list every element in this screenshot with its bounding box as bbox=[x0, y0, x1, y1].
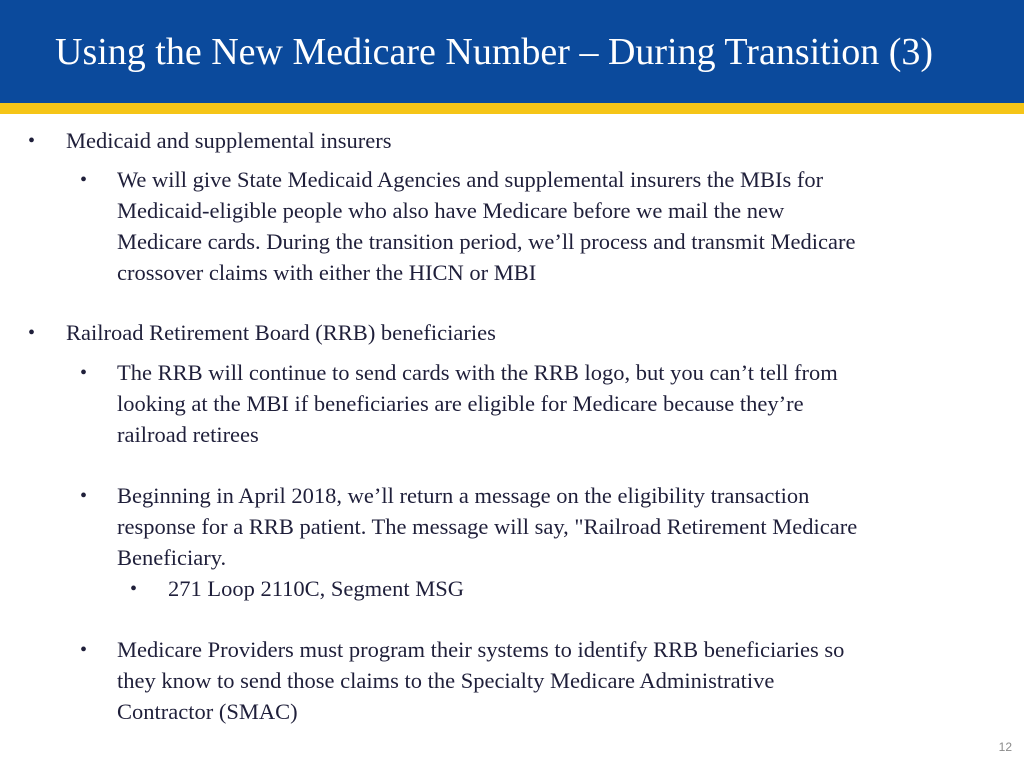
body-line: they know to send those claims to the Specialty Medicare Administrative bbox=[117, 668, 775, 693]
bullet-icon: • bbox=[130, 578, 138, 600]
bullet-icon: • bbox=[80, 639, 88, 661]
page-number: 12 bbox=[998, 740, 1012, 754]
body-line: We will give State Medicaid Agencies and supplemental insurers the MBIs for bbox=[117, 167, 824, 192]
section-heading-medicaid: Medicaid and supplemental insurers bbox=[66, 128, 392, 153]
sub-bullet-text: 271 Loop 2110C, Segment MSG bbox=[168, 576, 465, 601]
body-line: Beneficiary. bbox=[117, 545, 227, 570]
bullet-icon: • bbox=[80, 362, 88, 384]
bullet-icon: • bbox=[28, 130, 36, 152]
body-line: looking at the MBI if beneficiaries are eligible for Medicare because they’re bbox=[117, 391, 804, 416]
body-line: Contractor (SMAC) bbox=[117, 699, 298, 724]
body-line: railroad retirees bbox=[117, 422, 259, 447]
body-line: response for a RRB patient. The message will say, "Railroad Retirement Medicare bbox=[117, 514, 858, 539]
body-line: Medicare Providers must program their systems to identify RRB beneficiaries so bbox=[117, 637, 845, 662]
bullet-icon: • bbox=[80, 169, 88, 191]
body-line: Medicaid-eligible people who also have Medicare before we mail the new bbox=[117, 198, 785, 223]
body-line: Beginning in April 2018, we’ll return a message on the eligibility transaction bbox=[117, 483, 810, 508]
bullet-icon: • bbox=[28, 322, 36, 344]
bullet-icon: • bbox=[80, 485, 88, 507]
slide-title: Using the New Medicare Number – During Transition (3) bbox=[55, 31, 934, 73]
body-line: crossover claims with either the HICN or MBI bbox=[117, 260, 537, 285]
body-line: The RRB will continue to send cards with the RRB logo, but you can’t tell from bbox=[117, 360, 838, 385]
section-heading-rrb: Railroad Retirement Board (RRB) beneficiaries bbox=[66, 320, 496, 345]
body-line: Medicare cards. During the transition period, we’ll process and transmit Medicare bbox=[117, 229, 856, 254]
